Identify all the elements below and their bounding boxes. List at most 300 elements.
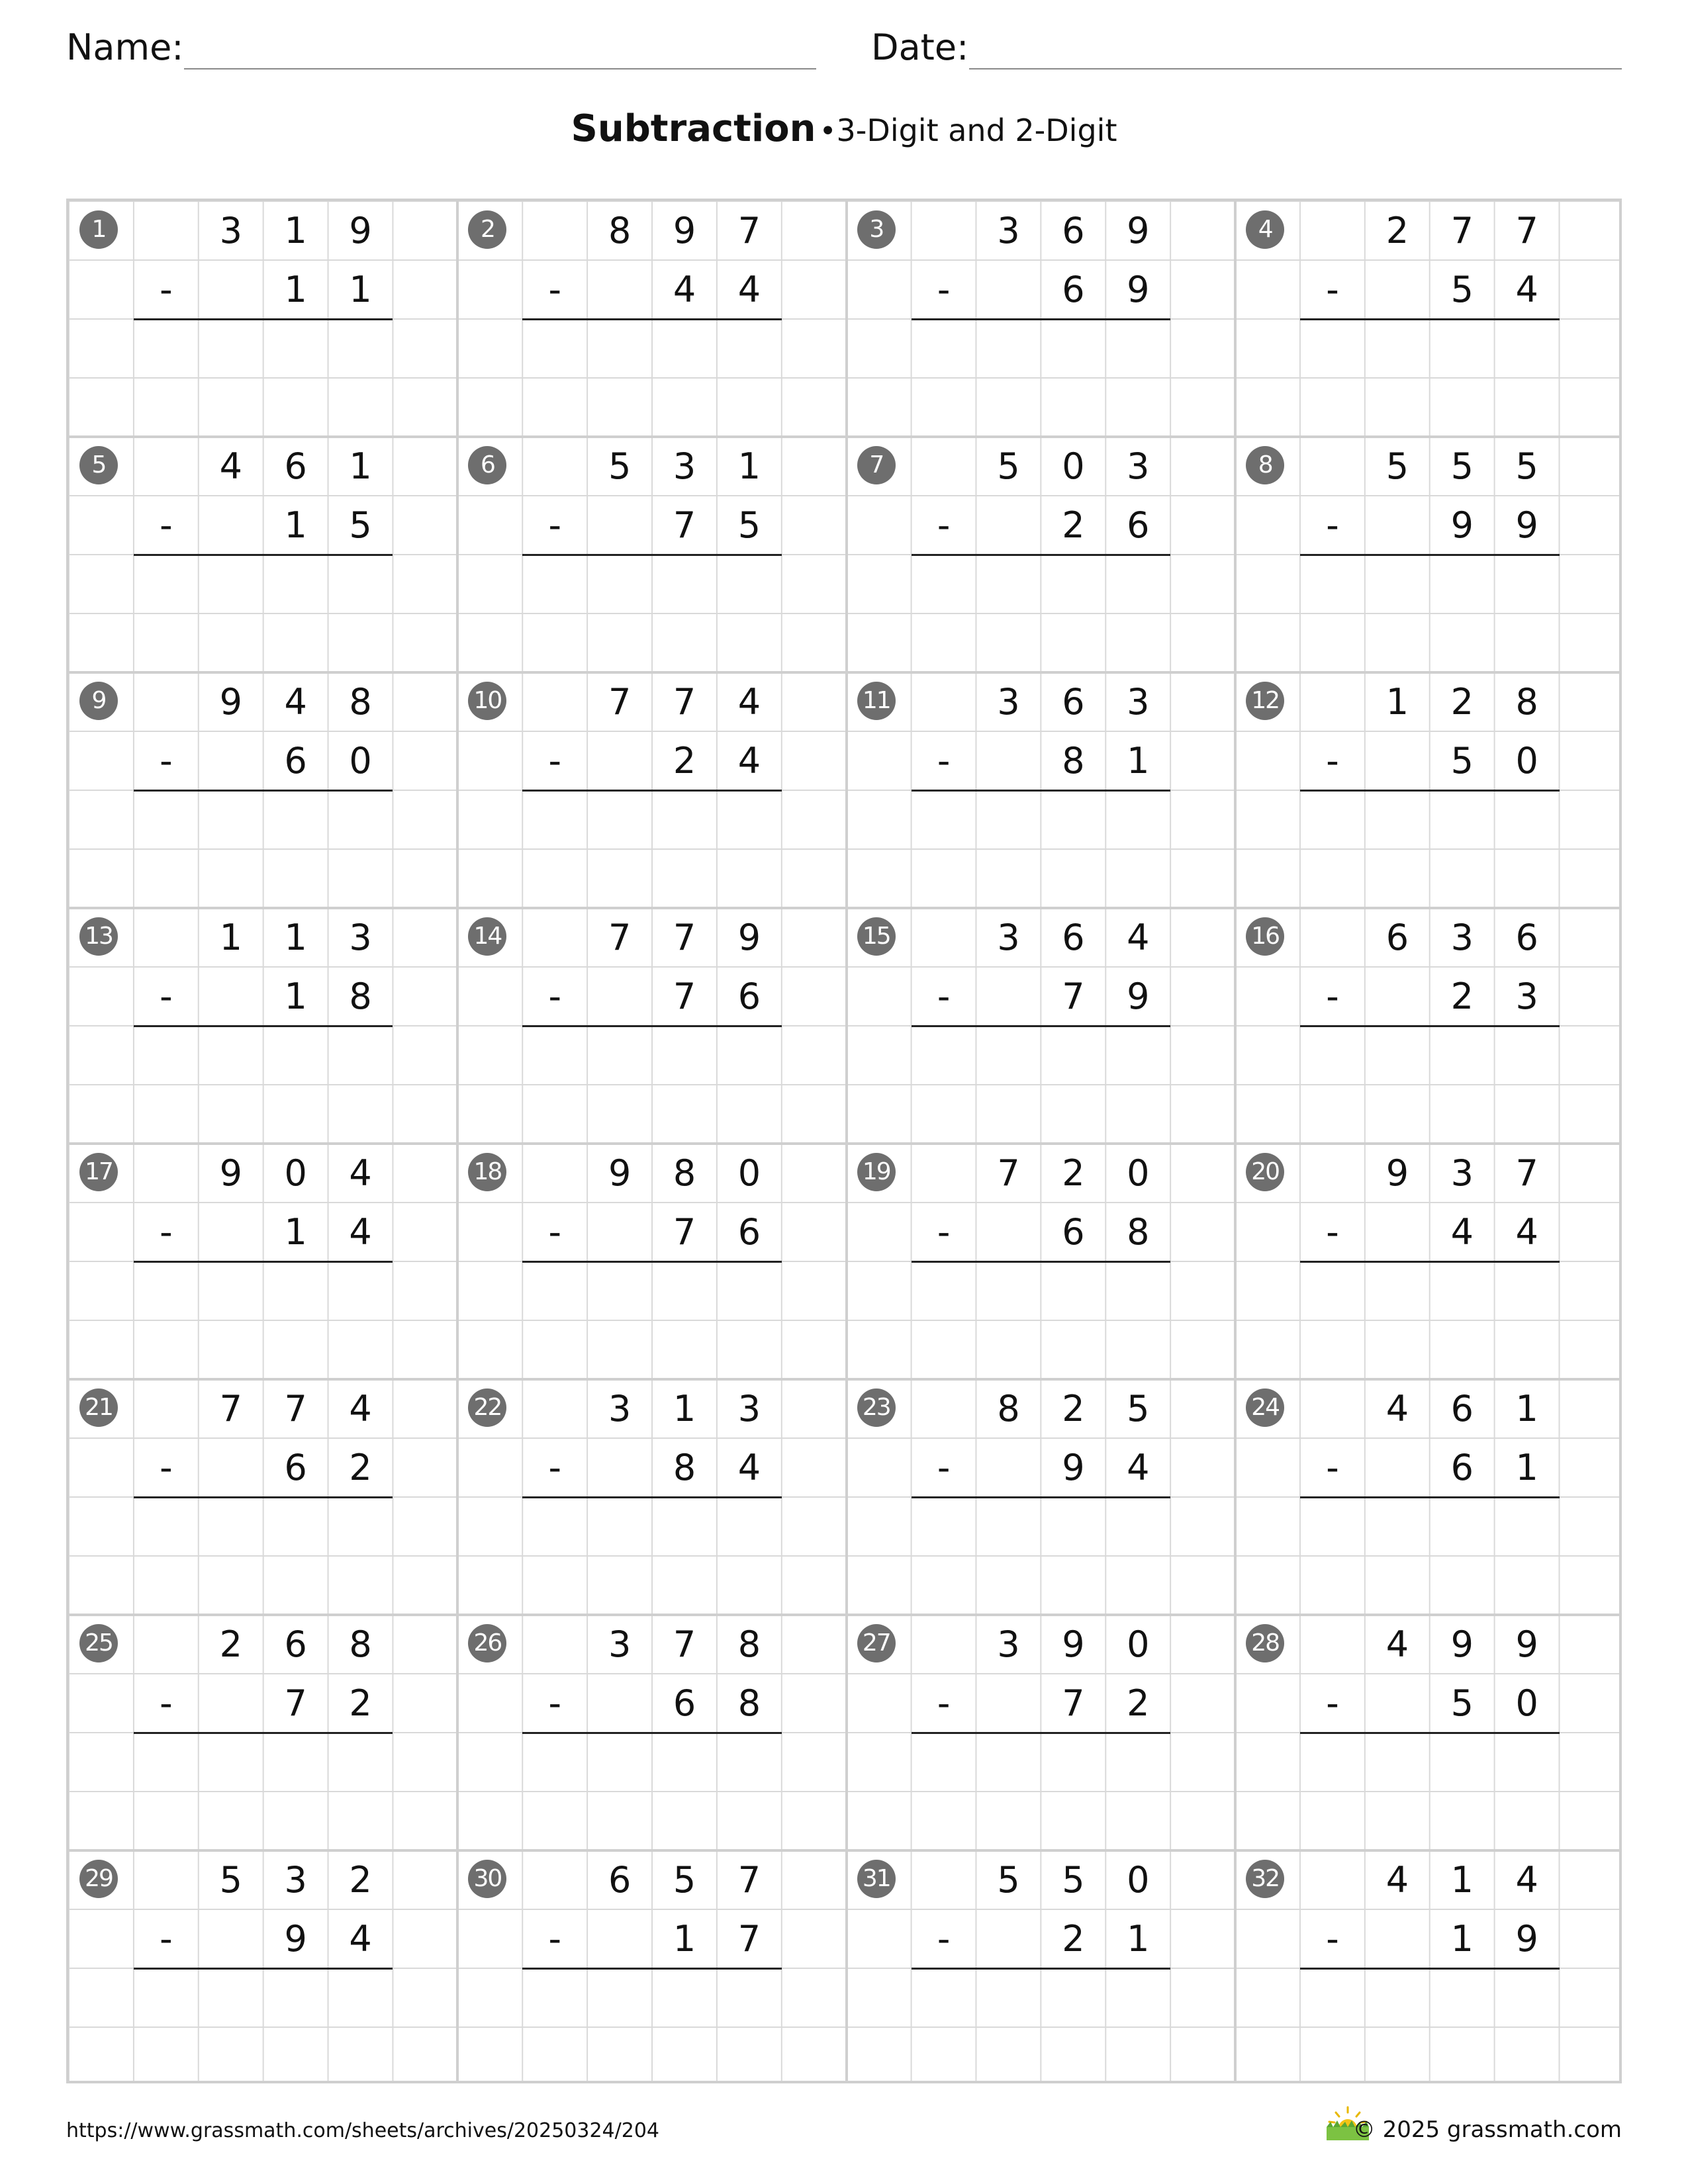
minuend-digit: 1 (284, 210, 307, 251)
problem-number-badge: 26 (468, 1624, 506, 1662)
subtrahend-digit: 7 (1062, 1682, 1085, 1724)
answer-cell[interactable] (587, 555, 652, 614)
date-field-line[interactable] (969, 68, 1622, 69)
minus-sign: - (548, 976, 561, 1017)
answer-cell[interactable] (199, 1497, 263, 1556)
subtrahend-digit: 8 (737, 1682, 761, 1724)
minuend-digit: 6 (284, 445, 307, 487)
answer-cell[interactable] (328, 1968, 393, 2027)
minuend-digit: 0 (284, 1152, 307, 1194)
minuend-digit: 7 (737, 210, 761, 251)
problem-28 (1235, 1615, 1624, 1850)
answer-cell[interactable] (1300, 1026, 1365, 1085)
answer-cell[interactable] (328, 1733, 393, 1792)
minuend-digit: 8 (1515, 681, 1538, 723)
answer-cell[interactable] (912, 1026, 976, 1085)
answer-cell[interactable] (1041, 555, 1105, 614)
answer-cell[interactable] (1430, 319, 1495, 378)
answer-cell[interactable] (1430, 1733, 1495, 1792)
problem-number-badge: 15 (857, 917, 896, 956)
footer-url: https://www.grassmath.com/sheets/archives/20250324/204 (66, 2119, 660, 2142)
problem-20 (1235, 1144, 1624, 1379)
subtrahend-digit: 6 (737, 1211, 761, 1253)
minuend-digit: 5 (219, 1859, 242, 1901)
answer-cell[interactable] (1041, 1733, 1105, 1792)
problem-number-badge: 16 (1246, 917, 1284, 956)
answer-cell[interactable] (522, 1026, 587, 1085)
answer-cell[interactable] (1495, 1497, 1560, 1556)
answer-cell[interactable] (522, 1733, 587, 1792)
answer-cell[interactable] (1495, 1968, 1560, 2027)
answer-cell[interactable] (1105, 1968, 1170, 2027)
problem-17 (69, 1144, 457, 1379)
answer-cell[interactable] (1300, 555, 1365, 614)
minus-sign: - (937, 1447, 951, 1488)
answer-cell[interactable] (199, 1968, 263, 2027)
answer-cell[interactable] (1495, 1733, 1560, 1792)
answer-cell[interactable] (263, 1733, 328, 1792)
answer-cell[interactable] (263, 1968, 328, 2027)
answer-cell[interactable] (1365, 319, 1430, 378)
answer-cell[interactable] (1041, 1497, 1105, 1556)
answer-cell[interactable] (587, 1026, 652, 1085)
answer-cell[interactable] (1495, 555, 1560, 614)
answer-cell[interactable] (134, 1733, 199, 1792)
subtrahend-digit: 9 (1062, 1447, 1085, 1488)
minus-sign: - (937, 1682, 951, 1724)
minuend-digit: 9 (219, 681, 242, 723)
answer-cell[interactable] (976, 1261, 1041, 1320)
answer-cell[interactable] (522, 790, 587, 849)
answer-cell[interactable] (1430, 555, 1495, 614)
subtrahend-digit: 1 (284, 504, 307, 546)
minus-sign: - (937, 504, 951, 546)
answer-cell[interactable] (652, 1733, 717, 1792)
answer-cell[interactable] (652, 319, 717, 378)
minuend-digit: 6 (1385, 917, 1409, 958)
minuend-digit: 6 (1062, 917, 1085, 958)
minus-sign: - (1326, 269, 1339, 310)
answer-cell[interactable] (199, 319, 263, 378)
answer-cell[interactable] (1430, 1026, 1495, 1085)
date-label: Date: (871, 26, 969, 68)
minus-sign: - (1326, 740, 1339, 782)
subtrahend-digit: 6 (1062, 269, 1085, 310)
answer-cell[interactable] (328, 790, 393, 849)
minuend-digit: 2 (219, 1623, 242, 1665)
subtrahend-digit: 9 (1127, 976, 1150, 1017)
subtrahend-digit: 7 (284, 1682, 307, 1724)
minuend-digit: 6 (1515, 917, 1538, 958)
problem-number-badge: 6 (468, 446, 506, 484)
problem-22 (457, 1379, 846, 1615)
problem-32 (1235, 1850, 1624, 2086)
answer-cell[interactable] (1041, 790, 1105, 849)
subtrahend-digit: 9 (1450, 504, 1474, 546)
problem-26 (457, 1615, 846, 1850)
minus-sign: - (937, 976, 951, 1017)
answer-cell[interactable] (1300, 1968, 1365, 2027)
minus-sign: - (1326, 504, 1339, 546)
subtrahend-digit: 9 (284, 1918, 307, 1960)
answer-cell[interactable] (912, 555, 976, 614)
problem-number-badge: 19 (857, 1153, 896, 1191)
problem-number-badge: 20 (1246, 1153, 1284, 1191)
problem-11 (847, 672, 1235, 908)
name-label: Name: (66, 26, 184, 68)
answer-cell[interactable] (1365, 790, 1430, 849)
answer-cell[interactable] (587, 1261, 652, 1320)
answer-cell[interactable] (134, 1026, 199, 1085)
problem-grid (66, 199, 1622, 2083)
answer-cell[interactable] (1365, 1497, 1430, 1556)
answer-cell[interactable] (522, 1497, 587, 1556)
subtrahend-digit: 1 (673, 1918, 696, 1960)
minuend-digit: 7 (1515, 210, 1538, 251)
answer-cell[interactable] (976, 1497, 1041, 1556)
problem-number-badge: 8 (1246, 446, 1284, 484)
minus-sign: - (1326, 1918, 1339, 1960)
minuend-digit: 4 (737, 681, 761, 723)
problem-number-badge: 5 (79, 446, 118, 484)
answer-cell[interactable] (1105, 1026, 1170, 1085)
subtrahend-digit: 7 (673, 1211, 696, 1253)
minus-sign: - (160, 976, 173, 1017)
minuend-digit: 7 (673, 1623, 696, 1665)
title-subtitle: 3-Digit and 2-Digit (836, 113, 1117, 148)
minus-sign: - (548, 1447, 561, 1488)
minuend-digit: 4 (1385, 1388, 1409, 1430)
title-separator: • (819, 114, 837, 148)
minuend-digit: 5 (1515, 445, 1538, 487)
problem-number-badge: 12 (1246, 682, 1284, 720)
answer-cell[interactable] (522, 1261, 587, 1320)
answer-cell[interactable] (587, 790, 652, 849)
minus-sign: - (548, 1211, 561, 1253)
answer-cell[interactable] (1105, 555, 1170, 614)
subtrahend-digit: 4 (1515, 1211, 1538, 1253)
minuend-digit: 9 (1385, 1152, 1409, 1194)
minuend-digit: 0 (1127, 1623, 1150, 1665)
minuend-digit: 9 (1450, 1623, 1474, 1665)
answer-cell[interactable] (912, 1497, 976, 1556)
answer-cell[interactable] (1495, 1261, 1560, 1320)
answer-cell[interactable] (134, 555, 199, 614)
answer-cell[interactable] (717, 1733, 782, 1792)
minuend-digit: 3 (1127, 445, 1150, 487)
minus-sign: - (1326, 1211, 1339, 1253)
problem-21 (69, 1379, 457, 1615)
minuend-digit: 3 (1450, 1152, 1474, 1194)
answer-cell[interactable] (976, 790, 1041, 849)
minuend-digit: 0 (1062, 445, 1085, 487)
subtrahend-digit: 1 (349, 269, 372, 310)
minuend-digit: 6 (1062, 681, 1085, 723)
answer-cell[interactable] (1365, 1026, 1430, 1085)
subtrahend-digit: 8 (349, 976, 372, 1017)
answer-cell[interactable] (134, 790, 199, 849)
minuend-digit: 7 (1515, 1152, 1538, 1194)
minuend-digit: 8 (349, 681, 372, 723)
answer-cell[interactable] (134, 319, 199, 378)
problem-number-badge: 27 (857, 1624, 896, 1662)
minuend-digit: 5 (997, 445, 1020, 487)
minuend-digit: 1 (1450, 1859, 1474, 1901)
answer-cell[interactable] (1300, 319, 1365, 378)
subtrahend-digit: 1 (284, 1211, 307, 1253)
answer-cell[interactable] (328, 1497, 393, 1556)
minuend-digit: 9 (608, 1152, 632, 1194)
minuend-digit: 2 (1385, 210, 1409, 251)
answer-cell[interactable] (1105, 319, 1170, 378)
subtrahend-digit: 7 (673, 504, 696, 546)
answer-cell[interactable] (717, 1026, 782, 1085)
answer-cell[interactable] (328, 319, 393, 378)
answer-cell[interactable] (717, 1497, 782, 1556)
minuend-digit: 4 (1385, 1859, 1409, 1901)
answer-cell[interactable] (263, 555, 328, 614)
answer-cell[interactable] (1495, 319, 1560, 378)
minuend-digit: 7 (673, 681, 696, 723)
answer-cell[interactable] (328, 1026, 393, 1085)
answer-cell[interactable] (717, 1968, 782, 2027)
subtrahend-digit: 0 (1515, 740, 1538, 782)
subtrahend-digit: 4 (349, 1918, 372, 1960)
answer-cell[interactable] (587, 319, 652, 378)
answer-cell[interactable] (522, 319, 587, 378)
answer-cell[interactable] (263, 1026, 328, 1085)
problem-25 (69, 1615, 457, 1850)
minuend-digit: 6 (284, 1623, 307, 1665)
minuend-digit: 9 (1515, 1623, 1538, 1665)
subtrahend-digit: 2 (349, 1682, 372, 1724)
answer-cell[interactable] (1041, 319, 1105, 378)
minus-sign: - (160, 740, 173, 782)
problem-8 (1235, 437, 1624, 672)
answer-cell[interactable] (1365, 1261, 1430, 1320)
answer-cell[interactable] (1300, 1261, 1365, 1320)
answer-cell[interactable] (912, 790, 976, 849)
answer-cell[interactable] (1041, 1026, 1105, 1085)
minuend-digit: 5 (673, 1859, 696, 1901)
answer-cell[interactable] (587, 1497, 652, 1556)
problem-number-badge: 24 (1246, 1388, 1284, 1427)
minuend-digit: 3 (673, 445, 696, 487)
problem-18 (457, 1144, 846, 1379)
problem-29 (69, 1850, 457, 2086)
minuend-digit: 2 (1450, 681, 1474, 723)
answer-cell[interactable] (328, 1261, 393, 1320)
minuend-digit: 6 (1062, 210, 1085, 251)
answer-cell[interactable] (912, 319, 976, 378)
answer-cell[interactable] (1105, 790, 1170, 849)
subtrahend-digit: 4 (737, 1447, 761, 1488)
answer-cell[interactable] (1300, 1733, 1365, 1792)
minuend-digit: 1 (1515, 1388, 1538, 1430)
answer-cell[interactable] (1495, 1026, 1560, 1085)
answer-cell[interactable] (976, 319, 1041, 378)
answer-cell[interactable] (263, 790, 328, 849)
answer-cell[interactable] (717, 1261, 782, 1320)
minuend-digit: 7 (219, 1388, 242, 1430)
subtrahend-digit: 9 (1515, 1918, 1538, 1960)
minuend-digit: 3 (997, 210, 1020, 251)
minuend-digit: 4 (284, 681, 307, 723)
answer-cell[interactable] (912, 1733, 976, 1792)
answer-cell[interactable] (717, 555, 782, 614)
minuend-digit: 9 (1062, 1623, 1085, 1665)
answer-cell[interactable] (1365, 1733, 1430, 1792)
subtrahend-digit: 3 (1515, 976, 1538, 1017)
minuend-digit: 5 (1450, 445, 1474, 487)
subtrahend-digit: 1 (1450, 1918, 1474, 1960)
answer-cell[interactable] (1300, 1497, 1365, 1556)
problem-number-badge: 1 (79, 210, 118, 249)
subtrahend-digit: 4 (1450, 1211, 1474, 1253)
subtrahend-digit: 7 (1062, 976, 1085, 1017)
answer-cell[interactable] (1041, 1261, 1105, 1320)
problem-12 (1235, 672, 1624, 908)
answer-cell[interactable] (1300, 790, 1365, 849)
problem-2 (457, 201, 846, 437)
problem-24 (1235, 1379, 1624, 1615)
answer-cell[interactable] (912, 1968, 976, 2027)
answer-cell[interactable] (1430, 1497, 1495, 1556)
answer-cell[interactable] (652, 1968, 717, 2027)
name-field-line[interactable] (184, 68, 816, 69)
answer-cell[interactable] (1430, 790, 1495, 849)
minuend-digit: 1 (673, 1388, 696, 1430)
minus-sign: - (1326, 1447, 1339, 1488)
answer-cell[interactable] (263, 1497, 328, 1556)
problem-number-badge: 23 (857, 1388, 896, 1427)
minus-sign: - (160, 504, 173, 546)
answer-cell[interactable] (652, 790, 717, 849)
problem-23 (847, 1379, 1235, 1615)
answer-cell[interactable] (976, 1968, 1041, 2027)
answer-cell[interactable] (652, 555, 717, 614)
minuend-digit: 4 (1127, 917, 1150, 958)
subtrahend-digit: 6 (1062, 1211, 1085, 1253)
answer-cell[interactable] (1105, 1497, 1170, 1556)
footer-copyright: © 2025 grassmath.com (1352, 2116, 1622, 2143)
answer-cell[interactable] (912, 1261, 976, 1320)
answer-cell[interactable] (1430, 1968, 1495, 2027)
minuend-digit: 1 (284, 917, 307, 958)
minuend-digit: 5 (1127, 1388, 1150, 1430)
answer-cell[interactable] (134, 1497, 199, 1556)
answer-cell[interactable] (976, 1733, 1041, 1792)
worksheet-title (0, 106, 1688, 161)
subtrahend-digit: 4 (737, 269, 761, 310)
minus-sign: - (937, 1918, 951, 1960)
minuend-digit: 9 (737, 917, 761, 958)
problem-number-badge: 10 (468, 682, 506, 720)
minuend-digit: 5 (1385, 445, 1409, 487)
answer-cell[interactable] (652, 1497, 717, 1556)
subtrahend-digit: 1 (1515, 1447, 1538, 1488)
title-main: Subtraction (571, 107, 816, 150)
minuend-digit: 2 (1062, 1388, 1085, 1430)
answer-cell[interactable] (199, 1261, 263, 1320)
minuend-digit: 4 (219, 445, 242, 487)
answer-cell[interactable] (652, 1261, 717, 1320)
minus-sign: - (160, 1918, 173, 1960)
answer-cell[interactable] (1365, 555, 1430, 614)
answer-cell[interactable] (134, 1261, 199, 1320)
minus-sign: - (548, 1682, 561, 1724)
subtrahend-digit: 1 (284, 976, 307, 1017)
answer-cell[interactable] (717, 319, 782, 378)
answer-cell[interactable] (199, 555, 263, 614)
answer-cell[interactable] (1430, 1261, 1495, 1320)
subtrahend-digit: 4 (1515, 269, 1538, 310)
answer-cell[interactable] (199, 790, 263, 849)
minuend-digit: 4 (349, 1388, 372, 1430)
minuend-digit: 3 (608, 1388, 632, 1430)
answer-cell[interactable] (587, 1968, 652, 2027)
answer-cell[interactable] (717, 790, 782, 849)
minuend-digit: 8 (349, 1623, 372, 1665)
answer-cell[interactable] (134, 1968, 199, 2027)
answer-cell[interactable] (652, 1026, 717, 1085)
minus-sign: - (548, 504, 561, 546)
minus-sign: - (937, 269, 951, 310)
answer-cell[interactable] (976, 555, 1041, 614)
problem-1 (69, 201, 457, 437)
answer-cell[interactable] (1365, 1968, 1430, 2027)
subtrahend-digit: 2 (673, 740, 696, 782)
minuend-digit: 5 (1062, 1859, 1085, 1901)
problem-9 (69, 672, 457, 908)
answer-cell[interactable] (199, 1026, 263, 1085)
problem-number-badge: 18 (468, 1153, 506, 1191)
minuend-digit: 6 (608, 1859, 632, 1901)
answer-cell[interactable] (522, 555, 587, 614)
subtrahend-digit: 2 (349, 1447, 372, 1488)
answer-cell[interactable] (587, 1733, 652, 1792)
subtrahend-digit: 8 (1127, 1211, 1150, 1253)
answer-cell[interactable] (1105, 1733, 1170, 1792)
answer-cell[interactable] (976, 1026, 1041, 1085)
subtrahend-digit: 6 (737, 976, 761, 1017)
subtrahend-digit: 5 (737, 504, 761, 546)
minuend-digit: 3 (1450, 917, 1474, 958)
minuend-digit: 7 (737, 1859, 761, 1901)
problem-number-badge: 13 (79, 917, 118, 956)
answer-cell[interactable] (263, 319, 328, 378)
minuend-digit: 8 (608, 210, 632, 251)
answer-cell[interactable] (1105, 1261, 1170, 1320)
minuend-digit: 3 (1127, 681, 1150, 723)
answer-cell[interactable] (199, 1733, 263, 1792)
minuend-digit: 7 (997, 1152, 1020, 1194)
problem-number-badge: 4 (1246, 210, 1284, 249)
minuend-digit: 4 (349, 1152, 372, 1194)
subtrahend-digit: 9 (1127, 269, 1150, 310)
subtrahend-digit: 5 (1450, 740, 1474, 782)
answer-cell[interactable] (1041, 1968, 1105, 2027)
minuend-digit: 1 (349, 445, 372, 487)
answer-cell[interactable] (1495, 790, 1560, 849)
answer-cell[interactable] (522, 1968, 587, 2027)
problem-number-badge: 2 (468, 210, 506, 249)
minuend-digit: 7 (608, 917, 632, 958)
answer-cell[interactable] (328, 555, 393, 614)
problem-5 (69, 437, 457, 672)
minuend-digit: 9 (673, 210, 696, 251)
answer-cell[interactable] (263, 1261, 328, 1320)
